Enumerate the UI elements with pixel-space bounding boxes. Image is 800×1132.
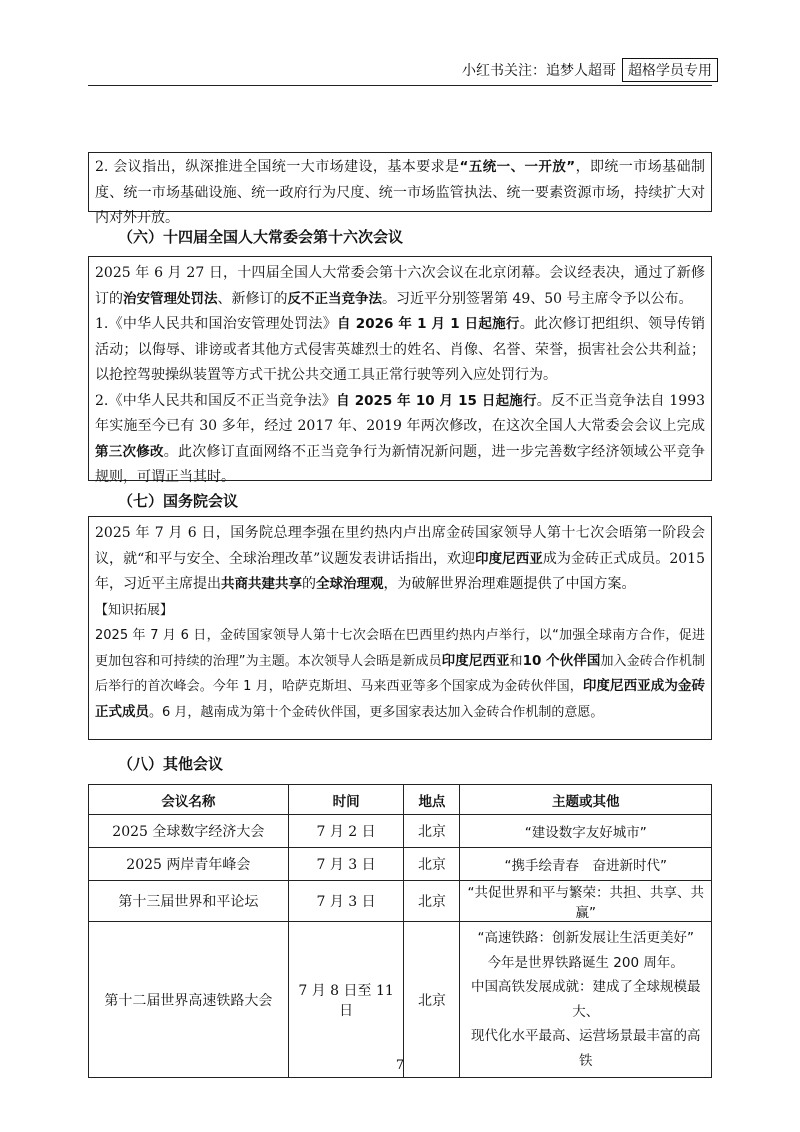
col-header-theme: 主题或其他 (460, 785, 712, 815)
follow-text: 小红书关注：追梦人超哥 (462, 63, 616, 79)
npc-meeting-box (88, 256, 712, 485)
meeting-place: 北京 (404, 881, 460, 922)
meeting-time: 7 月 8 日至 11 日 (288, 922, 404, 1078)
meeting-time: 7 月 3 日 (288, 881, 404, 922)
meeting-theme: “建设数字友好城市” (460, 815, 712, 848)
theme-line: 现代化水平最高、运营场景最丰富的高铁 (470, 1028, 701, 1069)
knowledge-extension-title: 【知识拓展】 (95, 602, 174, 618)
unified-market-box (88, 152, 712, 226)
unified-market-paragraph: 2. 会议指出，纵深推进全国统一大市场建设，基本要求是“五统一、一开放”，即统一市场基础制度、统一市场基础设施、统一政府行为尺度、统一市场监管执法、统一要素资源市场，持续扩大对内对外开放。 (95, 159, 705, 226)
section-8-title: （八）其他会议 (118, 755, 224, 773)
meeting-place: 北京 (404, 848, 460, 881)
meeting-time: 7 月 3 日 (288, 848, 404, 881)
npc-paragraph-2: 1.《中华人民共和国治安管理处罚法》自 2026 年 1 月 1 日起施行。此次修订把组织、领导传销活动；以侮辱、诽谤或者其他方式侵害英雄烈士的姓名、肖像、名誉、荣誉，损害社会公共利益；以抢控驾驶操纵装置等方式干扰公共交通工具正常行驶等列入应处罚行为。 (95, 316, 706, 383)
meeting-name: 第十二届世界高速铁路大会 (89, 922, 289, 1078)
table-header-row (89, 785, 712, 815)
table-row (89, 881, 712, 922)
theme-line: 中国高铁发展成就：建成了全球规模最大、 (470, 979, 701, 1020)
meeting-time: 7 月 2 日 (288, 815, 404, 848)
meeting-theme: “携手绘青春 奋进新时代” (460, 848, 712, 881)
meeting-theme: “共促世界和平与繁荣：共担、共享、共赢” (460, 881, 712, 922)
meeting-theme (460, 922, 712, 1078)
page-number: 7 (395, 1058, 405, 1073)
col-header-name: 会议名称 (89, 785, 289, 815)
meeting-place: 北京 (404, 815, 460, 848)
page-header (462, 58, 718, 82)
meeting-place: 北京 (404, 922, 460, 1078)
col-header-time: 时间 (288, 785, 404, 815)
other-meetings-table (88, 784, 712, 1078)
meeting-name: 2025 两岸青年峰会 (89, 848, 289, 881)
col-header-place: 地点 (404, 785, 460, 815)
section-7-title: （七）国务院会议 (118, 492, 239, 510)
meeting-name: 第十三届世界和平论坛 (89, 881, 289, 922)
brics-paragraph: 2025 年 7 月 6 日，金砖国家领导人第十七次会晤在巴西里约热内卢举行，以“加强全球南方合作，促进更加包容和可持续的治理”为主题。本次领导人会晤是新成员印度尼西亚和10 个伙伴国加入金砖合作机制后举行的首次峰会。今年 1 月，哈萨克斯坦、马来西亚等多个国家成为金砖伙伴国，印度尼西亚成为金砖正式成员。6 月，越南成为第十个金砖伙伴国，更多国家表达加入金砖合作机制的意愿。 (95, 628, 705, 720)
state-council-box (88, 516, 712, 740)
header-rule (88, 85, 712, 86)
table-row (89, 922, 712, 1078)
section-6-title: （六）十四届全国人大常委会第十六次会议 (118, 228, 404, 246)
exclusive-badge: 超格学员专用 (622, 58, 718, 82)
npc-paragraph-1: 2025 年 6 月 27 日，十四届全国人大常委会第十六次会议在北京闭幕。会议经表决，通过了新修订的治安管理处罚法、新修订的反不正当竞争法。习近平分别签署第 49、50 号主席令予以公布。 (95, 265, 705, 307)
theme-line: 今年是世界铁路诞生 200 周年。 (487, 954, 684, 971)
meeting-name: 2025 全球数字经济大会 (89, 815, 289, 848)
npc-paragraph-3: 2.《中华人民共和国反不正当竞争法》自 2025 年 10 月 15 日起施行。反不正当竞争法自 1993 年实施至今已有 30 多年，经过 2017 年、2019 年两次修改，在这次全国人大常委会会议上完成第三次修改。此次修订直面网络不正当竞争行为新情况新问题，进一步完善数字经济领域公平竞争规则，可谓正当其时。 (95, 392, 705, 485)
theme-line: “高速铁路：创新发展让生活更美好” (477, 930, 694, 946)
table-row (89, 815, 712, 848)
table-row (89, 848, 712, 881)
state-council-paragraph: 2025 年 7 月 6 日，国务院总理李强在里约热内卢出席金砖国家领导人第十七次会晤第一阶段会议，就“和平与安全、全球治理改革”议题发表讲话指出，欢迎印度尼西亚成为金砖正式成员。2015 年，习近平主席提出共商共建共享的全球治理观，为破解世界治理难题提供了中国方案。 (95, 525, 705, 592)
